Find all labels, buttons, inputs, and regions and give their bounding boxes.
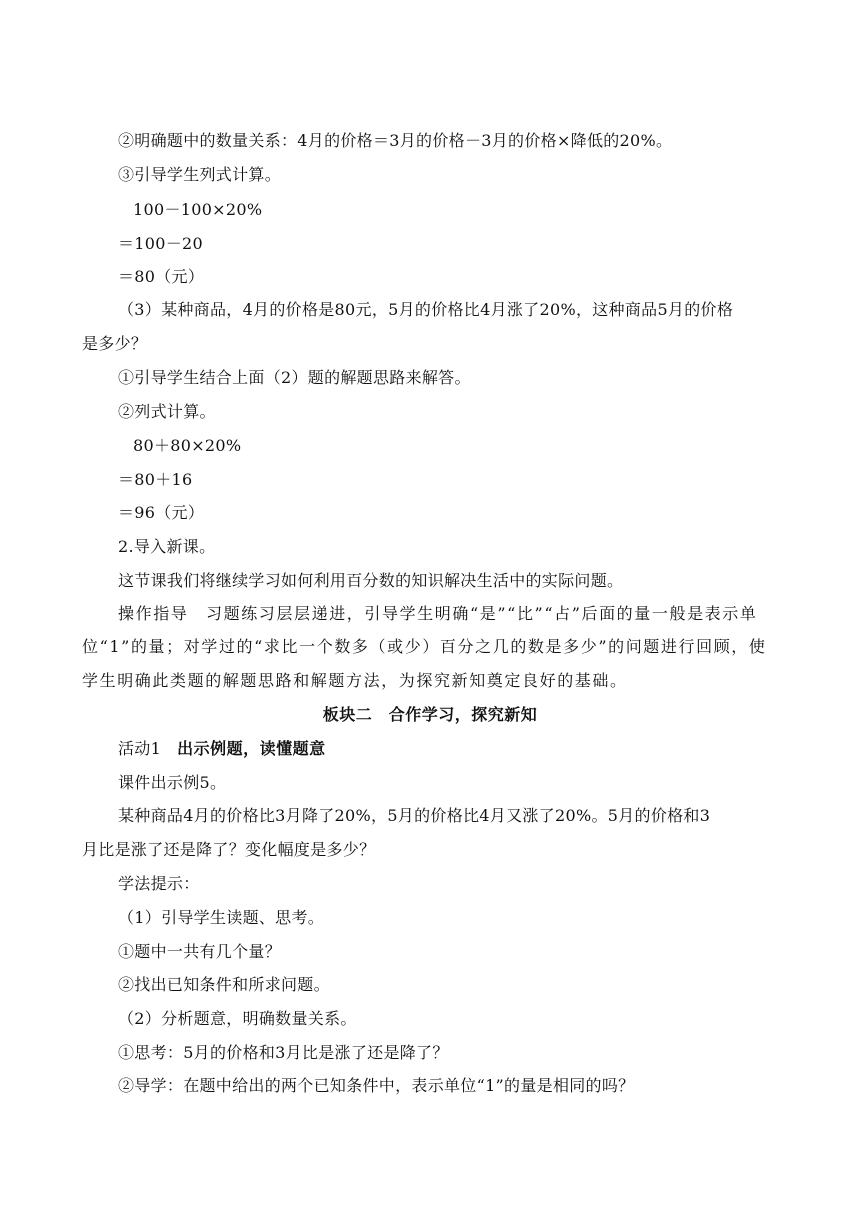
text-line: （1）引导学生读题、思考。: [118, 908, 325, 927]
text-line: ②列式计算。: [118, 402, 216, 421]
guidance-line: 学生明确此类题的解题思路和解题方法，为探究新知奠定良好的基础。: [82, 671, 628, 690]
text-line: （2）分析题意，明确数量关系。: [118, 1009, 357, 1028]
activity-heading: [118, 739, 326, 759]
problem-line: 月比是涨了还是降了？变化幅度是多少？: [82, 840, 376, 859]
formula-line: 80＋80×20%: [133, 436, 242, 455]
section-heading: 板块二 合作学习，探究新知: [322, 705, 538, 724]
text-line: 学法提示：: [118, 874, 200, 893]
text-line: 课件出示例5。: [118, 773, 227, 792]
text-line: ③引导学生列式计算。: [118, 165, 282, 184]
text-line: ②导学：在题中给出的两个已知条件中，表示单位“1”的量是相同的吗？: [118, 1076, 635, 1095]
text-line: 这节课我们将继续学习如何利用百分数的知识解决生活中的实际问题。: [118, 571, 624, 590]
formula-line: 100－100×20%: [133, 200, 263, 219]
formula-line: ＝96（元）: [118, 503, 205, 522]
activity-label: 活动1: [118, 739, 162, 758]
text-line: （3）某种商品，4月的价格是80元，5月的价格比4月涨了20%，这种商品5月的价格: [118, 300, 734, 319]
text-line: 2.导入新课。: [118, 537, 216, 556]
text-line: ①引导学生结合上面（2）题的解题思路来解答。: [118, 368, 471, 387]
text-line: ①题中一共有几个量？: [118, 942, 282, 961]
formula-line: ＝100－20: [118, 234, 203, 253]
formula-line: ＝80＋16: [118, 470, 193, 489]
guidance-line: 操作指导 习题练习层层递进，引导学生明确“是”“比”“占”后面的量一般是表示单: [118, 604, 758, 623]
text-line: ①思考：5月的价格和3月比是涨了还是降了？: [118, 1043, 449, 1062]
problem-line: 某种商品4月的价格比3月降了20%，5月的价格比4月又涨了20%。5月的价格和3: [118, 806, 711, 825]
text-line: ②找出已知条件和所求问题。: [118, 975, 330, 994]
text-line: ②明确题中的数量关系：4月的价格＝3月的价格－3月的价格×降低的20%。: [118, 131, 673, 150]
guidance-line: 位“1”的量；对学过的“求比一个数多（或少）百分之几的数是多少”的问题进行回顾，使: [82, 637, 767, 656]
text-line: 是多少？: [82, 334, 148, 353]
activity-title: 出示例题，读懂题意: [177, 739, 326, 758]
formula-line: ＝80（元）: [118, 267, 205, 286]
